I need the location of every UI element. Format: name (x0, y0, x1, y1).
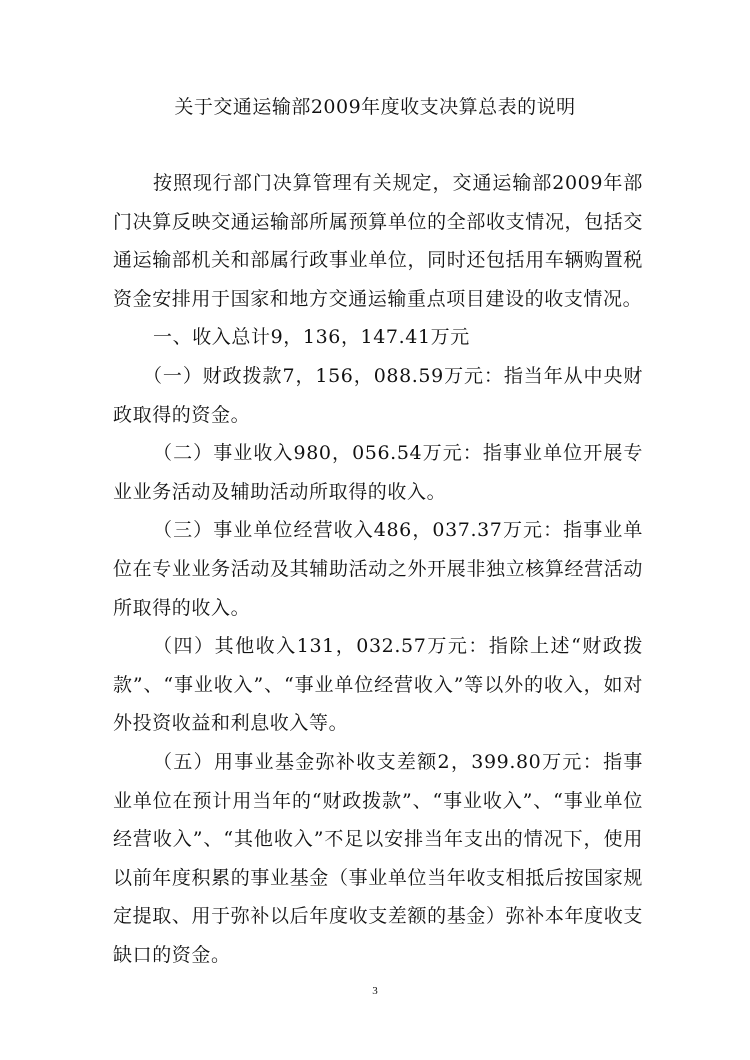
income-item-other-revenue: （四）其他收入131，032.57万元：指除上述“财政拨款”、“事业收入”、“事业单位经营收入”等以外的收入，如对外投资收益和利息收入等。 (113, 635, 643, 735)
income-item-business-fund: （五）用事业基金弥补收支差额2，399.80万元：指事业单位在预计用当年的“财政拨款”、“事业收入”、“事业单位经营收入”、“其他收入”不足以安排当年支出的情况下，使用以前年度积累的事业基金（事业单位当年收支相抵后按国家规定提取、用于弥补以后年度收支差额的基金）弥补本年度收支缺口的资金。 (113, 750, 643, 966)
intro-paragraph: 按照现行部门决算管理有关规定，交通运输部2009年部门决算反映交通运输部所属预算单位的全部收支情况，包括交通运输部机关和部属行政事业单位，同时还包括用车辆购置税资金安排用于国家和地方交通运输重点项目建设的收支情况。 (113, 172, 643, 310)
income-item-operating-revenue: （三）事业单位经营收入486，037.37万元：指事业单位在专业业务活动及其辅助活动之外开展非独立核算经营活动所取得的收入。 (113, 519, 643, 619)
income-item-fiscal-appropriation: （一）财政拨款7，156，088.59万元：指当年从中央财政取得的资金。 (113, 364, 643, 426)
page-number: 3 (372, 985, 378, 997)
income-total-heading: 一、收入总计9，136，147.41万元 (153, 326, 470, 349)
income-item-business-revenue: （二）事业收入980，056.54万元：指事业单位开展专业业务活动及辅助活动所取得的收入。 (113, 442, 643, 503)
document-title: 关于交通运输部2009年度收支决算总表的说明 (174, 96, 576, 118)
document-body (113, 164, 643, 974)
